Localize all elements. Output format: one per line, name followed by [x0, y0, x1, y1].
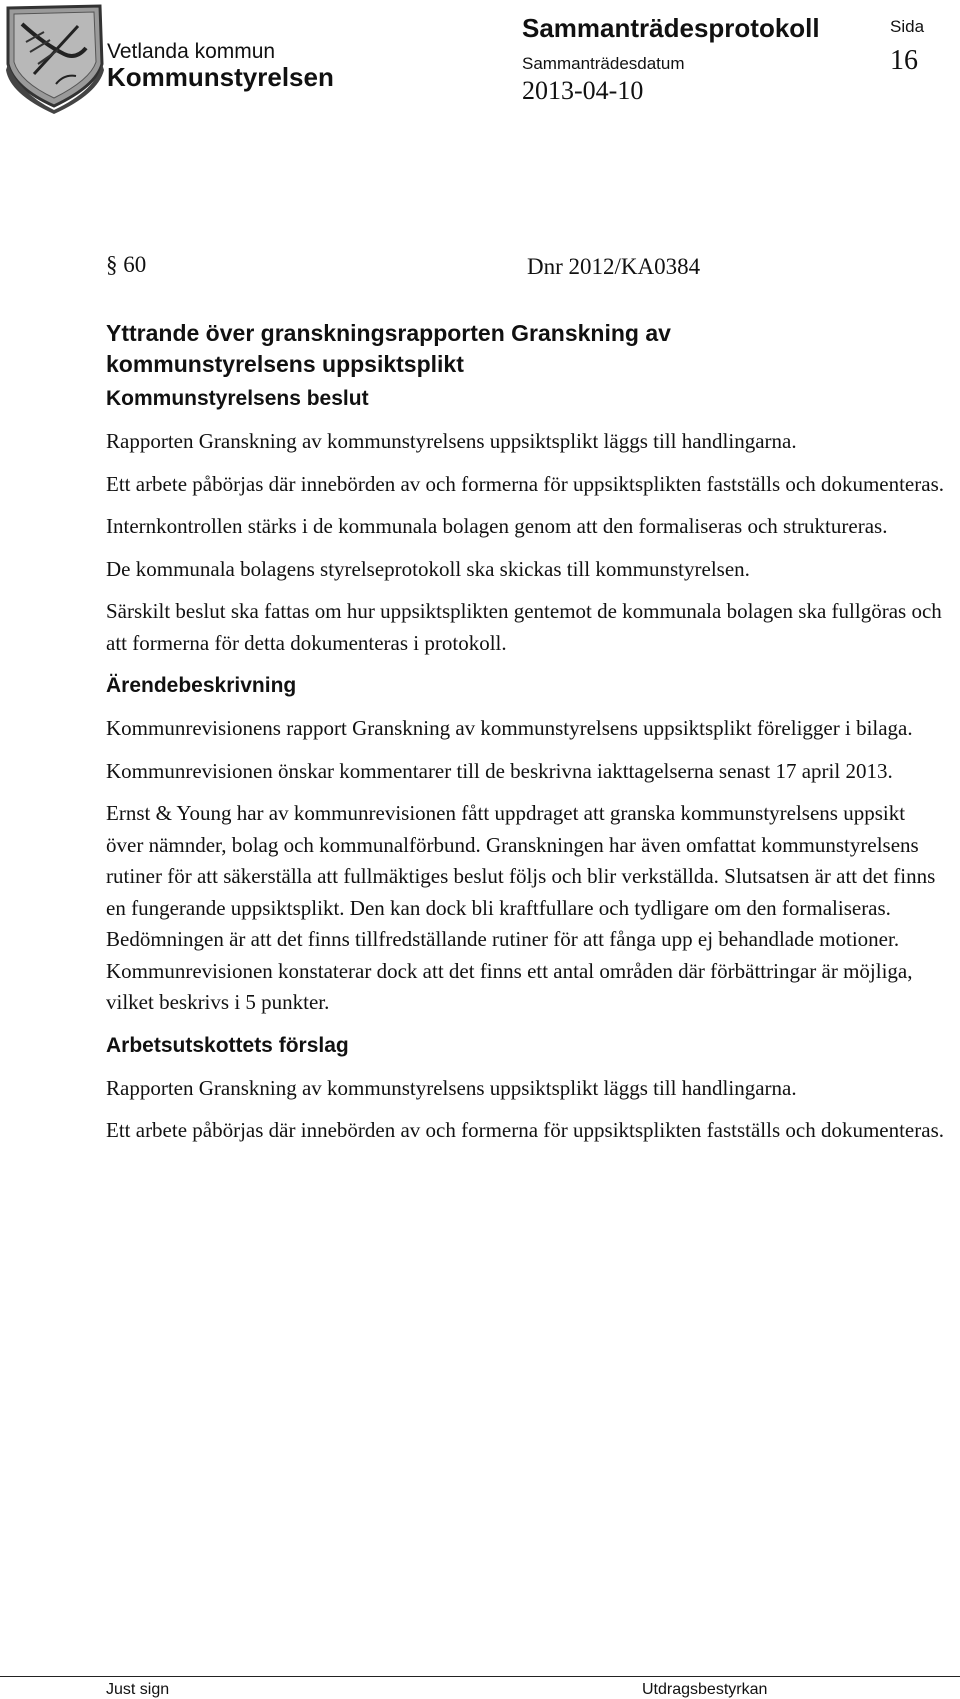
- document-type: Sammanträdesprotokoll: [522, 13, 820, 43]
- page-label: Sida: [890, 17, 925, 36]
- justification-signature-label: Just sign: [106, 1681, 170, 1698]
- board-name: Kommunstyrelsen: [107, 62, 334, 92]
- section-title-line-2: kommunstyrelsens uppsiktsplikt: [106, 351, 464, 377]
- excerpt-verification-label: Utdragsbestyrkan: [642, 1681, 768, 1698]
- description-paragraph: Ernst & Young har av kommunrevisionen fått uppdraget att granska kommunstyrelsens uppsikt över nämnder, bolag och kommunalförbund. Granskningen har även omfattat kommunstyrelsens rutiner för att säkerställa att fullmäktiges beslut följs och blir verkställda. Slutsatsen är att det finns en fungerande uppsiktsplikt. Den kan dock bli kraftfullare och tydligare om den formaliseras. Bedömningen är att det finns tillfredställande rutiner för att fånga upp ej behandlade motioner. Kommunrevisionen konstaterar dock att det finns ett antal områden där förbättringar är möjliga, vilket beskrivs i 5 punkter.: [106, 801, 936, 1014]
- decision-paragraph: Ett arbete påbörjas där innebörden av och formerna för uppsiktsplikten fastställs och dokumenteras.: [106, 471, 944, 496]
- meeting-date-label: Sammanträdesdatum: [522, 54, 685, 73]
- diary-number: Dnr 2012/KA0384: [527, 254, 701, 279]
- section-number-value: 60: [123, 252, 147, 277]
- decision-paragraph: Särskilt beslut ska fattas om hur uppsiktsplikten gentemot de kommunala bolagen ska fullgöras och att formerna för detta dokumenteras i protokoll.: [106, 599, 942, 655]
- section-number: [106, 252, 146, 278]
- document-body: [106, 318, 946, 1147]
- decision-paragraph: De kommunala bolagens styrelseprotokoll ska skickas till kommunstyrelsen.: [106, 556, 750, 581]
- decision-paragraph: Internkontrollen stärks i de kommunala bolagen genom att den formaliseras och struktureras.: [106, 514, 888, 538]
- meeting-date: 2013-04-10: [522, 76, 644, 105]
- paragraph-sign: §: [106, 252, 118, 277]
- description-paragraph: Kommunrevisionens rapport Granskning av kommunstyrelsens uppsiktsplikt föreligger i bilaga.: [106, 716, 913, 740]
- section-title-line-1: Yttrande över granskningsrapporten Granskning av: [106, 320, 671, 346]
- proposal-heading: Arbetsutskottets förslag: [106, 1033, 349, 1057]
- decision-paragraph: Rapporten Granskning av kommunstyrelsens uppsiktsplikt läggs till handlingarna.: [106, 429, 797, 453]
- page-number: 16: [890, 45, 918, 76]
- footer-divider: [0, 1676, 960, 1677]
- proposal-paragraph: Rapporten Granskning av kommunstyrelsens uppsiktsplikt läggs till handlingarna.: [106, 1075, 797, 1100]
- organization-name: Vetlanda kommun: [107, 40, 276, 63]
- description-paragraph: Kommunrevisionen önskar kommentarer till de beskrivna iakttagelserna senast 17 april 2013.: [106, 758, 893, 783]
- decision-heading: Kommunstyrelsens beslut: [106, 387, 369, 410]
- proposal-paragraph: Ett arbete påbörjas där innebörden av och formerna för uppsiktsplikten fastställs och dokumenteras.: [106, 1118, 944, 1142]
- description-heading: Ärendebeskrivning: [106, 674, 297, 697]
